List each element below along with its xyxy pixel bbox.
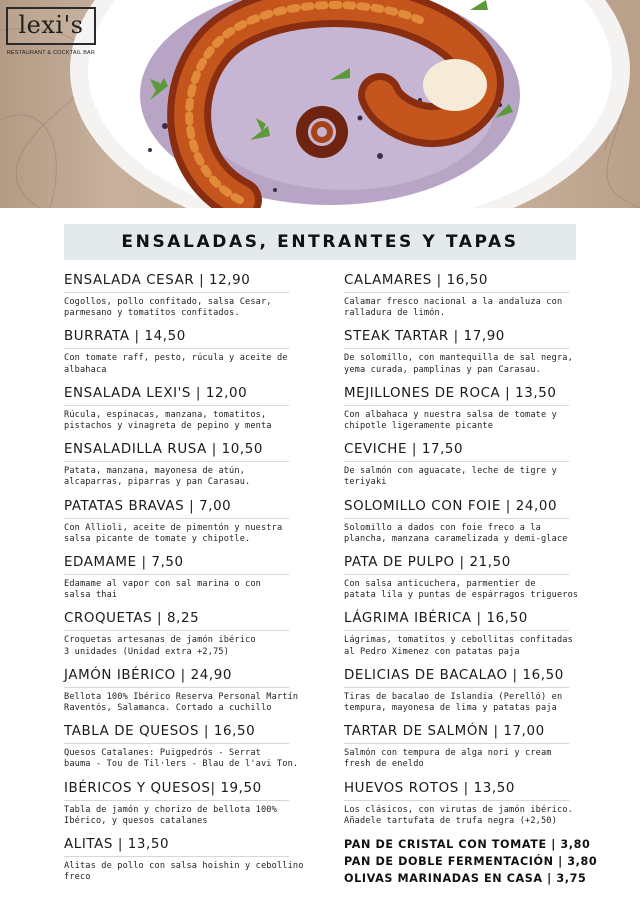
description-line: Con salsa anticuchera, parmentier de [344,579,536,590]
menu-item [64,328,314,375]
divider [64,800,289,801]
divider [64,518,289,519]
menu-item-description [64,353,314,375]
description-line: Calamar fresco nacional a la andaluza con [344,297,563,307]
menu-item-description [64,523,314,545]
description-line: fresh de eneldo [344,759,424,770]
menu-item [64,723,314,770]
menu-item-description [64,861,314,883]
menu-item-title: SOLOMILLO CON FOIE | 24,00 [344,498,558,514]
bread-and-olives-list [344,836,598,887]
description-line: Lágrimas, tomatitos y cebollitas confitadas [344,635,573,646]
description-line: ralladura de limón. [344,308,446,319]
description-line: Con albahaca y nuestra salsa de tomate y [344,409,557,420]
menu-item [344,780,594,827]
menu-item [344,498,594,545]
menu-item [64,385,314,432]
description-line: albahaca [64,364,107,375]
description-line: De salmón con aguacate, leche de tigre y [344,466,557,477]
menu-item [344,272,594,319]
description-line: Cogollos, pollo confitado, salsa Cesar, [64,297,272,307]
description-line: Con tomate raff, pesto, rúcula y aceite de [64,353,288,364]
menu-item-title: TABLA DE QUESOS | 16,50 [64,724,256,740]
menu-item [344,385,594,432]
divider [64,574,289,575]
description-line: Salmón con tempura de alga nori y cream [344,748,552,759]
description-line: salsa thai [64,590,118,601]
description-line: Edamame al vapor con sal marina o con [64,579,261,590]
menu-item-title: ALITAS | 13,50 [64,837,170,853]
octopus-dish-illustration [0,0,640,208]
menu-item-description [64,466,314,488]
menu-item [344,610,594,657]
logo-name: lexi's [18,11,84,39]
menu-item-description [344,523,594,545]
menu-item-title: HUEVOS ROTOS | 13,50 [344,780,515,796]
menu-item [64,498,314,545]
menu-item-title: IBÉRICOS Y QUESOS| 19,50 [64,780,262,796]
description-line: Raventós, Salamanca. Cortado a cuchillo [64,703,272,714]
menu-item-description [344,748,594,770]
description-line: yema curada, pamplinas y pan Carasau. [344,364,541,375]
menu-item-title: MEJILLONES DE ROCA | 13,50 [344,385,557,401]
divider [344,630,569,631]
divider [64,630,289,631]
divider [344,574,569,575]
description-line: Alitas de pollo con salsa hoishin y cebollino [64,861,304,872]
menu-item-description [64,297,314,319]
description-line: Rúcula, espinacas, manzana, tomatitos, [64,409,267,420]
menu-item-description [344,410,594,432]
divider [344,518,569,519]
description-line: teriyaki [344,477,387,488]
menu-item-description [344,635,594,657]
description-line: Bellota 100% Ibérico Reserva Personal Martín [64,691,299,702]
divider [64,292,289,293]
menu-item-title: PATA DE PULPO | 21,50 [344,555,511,571]
menu-item-title: PATATAS BRAVAS | 7,00 [64,498,232,514]
description-line: Croquetas artesanas de jamón ibérico [64,635,256,646]
description-line: Solomillo a dados con foie freco a la [344,522,541,533]
menu-item [64,610,314,657]
description-line: Los clásicos, con virutas de jamón ibérico. [344,804,573,815]
menu-item [64,836,314,883]
menu-item [64,667,314,714]
menu-item-description [344,579,594,601]
description-line: Tabla de jamón y chorizo de bellota 100% [64,804,277,815]
description-line: Tiras de bacalao de Islandia (Perelló) en [344,691,563,702]
description-line: De solomillo, con mantequilla de sal negra, [344,353,573,364]
divider [344,743,569,744]
menu-item-title: CEVICHE | 17,50 [344,442,464,458]
description-line: Con Allioli, aceite de pimentón y nuestra [64,522,283,533]
description-line: parmesano y tomatitos confitados. [64,308,240,319]
description-line: chipotle ligeramente picante [344,421,494,432]
divider [344,348,569,349]
menu-item-title: DELICIAS DE BACALAO | 16,50 [344,667,564,683]
description-line: Añadele tartufata de trufa negra (+2,50) [344,815,557,826]
description-line: patata lila y puntas de espárragos trigueros [344,590,579,601]
menu-item-description [64,579,314,601]
menu-item-title: LÁGRIMA IBÉRICA | 16,50 [344,611,528,627]
extra-item: PAN DE CRISTAL CON TOMATE | 3,80 [344,838,591,852]
description-line: tempura, mayonesa de lima y patatas paja [344,703,557,714]
menu-item-description [344,805,594,827]
menu-item-description [344,692,594,714]
menu-item-title: BURRATA | 14,50 [64,329,186,345]
divider [64,405,289,406]
menu-item-title: CROQUETAS | 8,25 [64,611,200,627]
menu-item [64,780,314,827]
menu-item-title: ENSALADA CESAR | 12,90 [64,273,251,288]
divider [344,461,569,462]
section-banner [64,224,576,260]
menu-item-description [344,297,594,319]
description-line: freco [64,872,91,883]
menu-item-title: STEAK TARTAR | 17,90 [344,329,505,345]
description-line: 3 unidades (Unidad extra +2,75) [64,646,230,657]
restaurant-logo [6,7,96,45]
divider [344,405,569,406]
description-line: plancha, manzana caramelizada y demi-glace [344,533,568,544]
divider [64,461,289,462]
description-line: alcaparras, piparras y pan Carasau. [64,477,251,488]
menu-item [344,328,594,375]
menu-item-title: ENSALADA LEXI'S | 12,00 [64,385,248,401]
menu-item-title: CALAMARES | 16,50 [344,273,488,288]
menu-item-description [344,353,594,375]
description-line: Patata, manzana, mayonesa de atún, [64,466,246,477]
description-line: Ibérico, y quesos catalanes [64,815,208,826]
menu-column-left [64,272,314,892]
menu-item [344,723,594,770]
menu-item [64,441,314,488]
divider [64,856,289,857]
description-line: salsa picante de tomate y chipotle. [64,533,251,544]
menu-item-title: JAMÓN IBÉRICO | 24,90 [64,667,232,683]
divider [64,743,289,744]
menu-item-description [64,635,314,657]
menu-item [344,441,594,488]
extra-item: OLIVAS MARINADAS EN CASA | 3,75 [344,872,587,886]
menu-item-title: ENSALADILLA RUSA | 10,50 [64,442,263,458]
divider [344,687,569,688]
menu-item-title: EDAMAME | 7,50 [64,555,184,571]
menu-item-description [64,805,314,827]
menu-item-description [64,410,314,432]
divider [64,687,289,688]
extra-item: PAN DE DOBLE FERMENTACIÓN | 3,80 [344,855,598,869]
description-line: pistachos y vinagreta de pepino y menta [64,421,272,432]
logo-tagline: RESTAURANT & COCKTAIL BAR [6,50,96,56]
menu-item-title: TARTAR DE SALMÓN | 17,00 [344,724,545,740]
divider [344,292,569,293]
description-line: Quesos Catalanes: Puigpedrós - Serrat [64,748,261,759]
description-line: al Pedro Ximenez con patatas paja [344,646,520,657]
menu-item-description [64,692,314,714]
divider [64,348,289,349]
menu-item [64,554,314,601]
menu-item [344,667,594,714]
section-title: ENSALADAS, ENTRANTES Y TAPAS [121,232,519,252]
hero-photo [0,0,640,208]
menu-item-description [64,748,314,770]
description-line: bauma - Tou de Til·lers - Blau de l'avi Ton. [64,759,299,770]
divider [344,800,569,801]
menu-item-description [344,466,594,488]
menu-item [344,554,594,601]
menu-column-right [344,272,598,887]
menu-item [64,272,314,319]
